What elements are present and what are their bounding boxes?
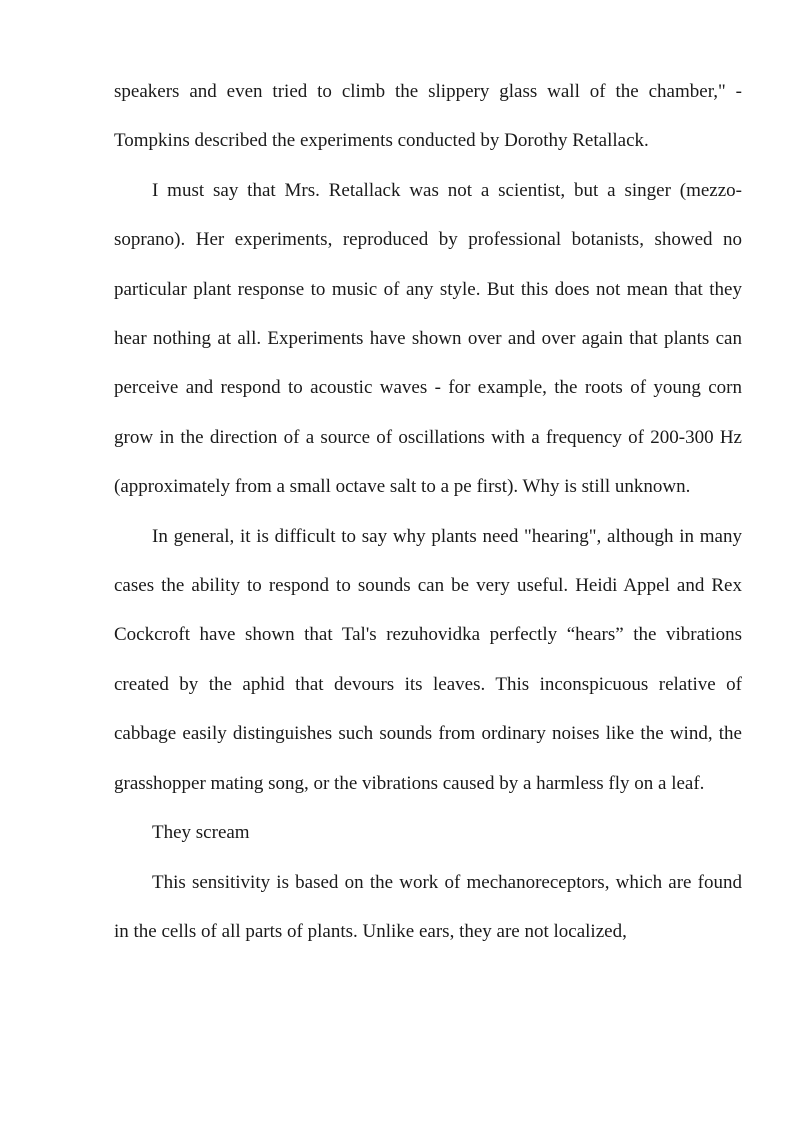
paragraph: I must say that Mrs. Retallack was not a scientist, but a singer (mezzo-soprano). Her experiments, reproduced by professional botanists, showed no particular plant response to music of any style. But this does not mean that they hear nothing at all. Experiments have shown over and over again that plants can perceive and respond to acoustic waves - for example, the roots of young corn grow in the direction of a source of oscillations with a frequency of 200-300 Hz (approximately from a small octave salt to a pe first). Why is still unknown. — [114, 179, 742, 498]
paragraph-continued: speakers and even tried to climb the slippery glass wall of the chamber," - Tompkins described the experiments conducted by Dorothy Retallack. — [114, 81, 742, 152]
paragraph: In general, it is difficult to say why plants need "hearing", although in many cases the ability to respond to sounds can be very useful. Heidi Appel and Rex Cockcroft have shown that Tal's rezuhovidka perfectly “hears” the vibrations created by the aphid that devours its leaves. This inconspicuous relative of cabbage easily distinguishes such sounds from ordinary noises like the wind, the grasshopper mating song, or the vibrations caused by a harmless fly on a leaf. — [114, 525, 742, 794]
paragraph: This sensitivity is based on the work of mechanoreceptors, which are found in the cells of all parts of plants. Unlike ears, they are not localized, — [114, 871, 742, 942]
body-text — [114, 67, 742, 956]
section-heading: They scream — [152, 822, 250, 844]
